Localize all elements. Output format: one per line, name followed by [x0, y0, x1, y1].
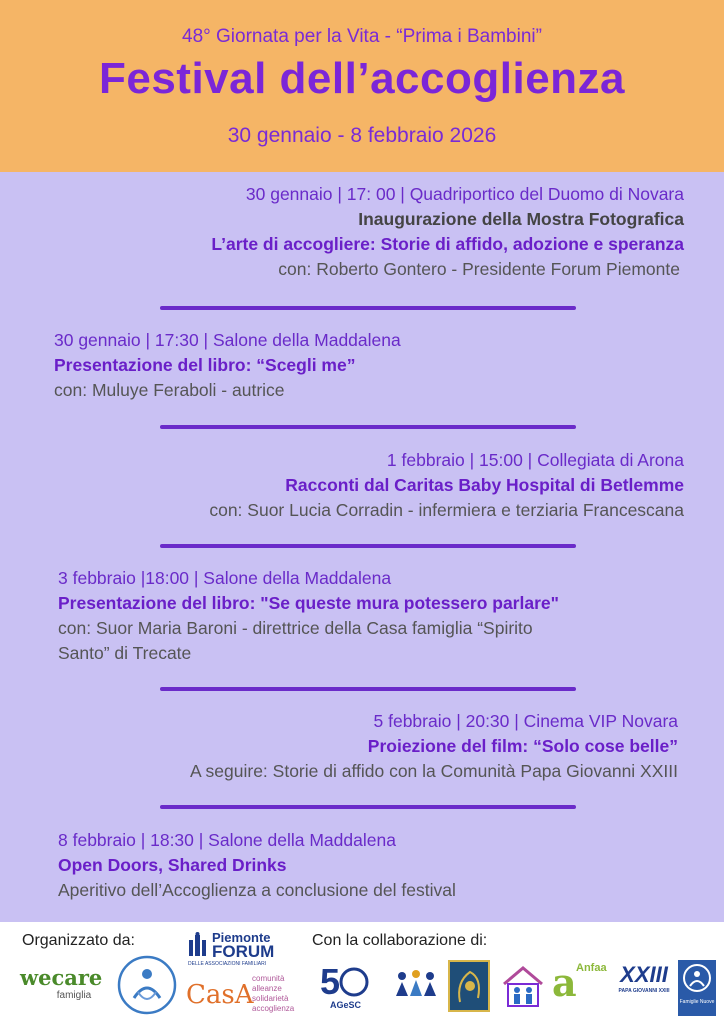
divider [160, 687, 576, 691]
event-6-when: 8 febbraio | 18:30 | Salone della Maddalena [58, 830, 396, 850]
famiglie-logo-text: Famiglie Nuove [679, 999, 715, 1005]
divider [160, 425, 576, 429]
event-2-guest: con: Muluye Feraboli - autrice [54, 380, 285, 400]
xxiii-logo-sub: PAPA GIOVANNI XXIII [618, 988, 670, 994]
event-4-when: 3 febbraio |18:00 | Salone della Maddalena [58, 568, 392, 588]
caritas-logo [392, 966, 440, 1011]
event-subtitle: 48° Giornata per la Vita - “Prima i Bambini” [182, 26, 542, 47]
wecare-logo [20, 962, 103, 1012]
forum-piemonte-logo [188, 928, 288, 970]
casa-tag-4: accoglienza [252, 1004, 295, 1013]
forum-main-text: FORUM [212, 942, 275, 961]
event-4 [58, 566, 698, 666]
event-1-guest: con: Roberto Gontero - Presidente Forum Piemonte [278, 259, 680, 279]
organized-by-label: Organizzato da: [22, 932, 135, 949]
papa-giovanni-logo [616, 962, 672, 1014]
agesc-logo [314, 958, 376, 1018]
house-family-logo [500, 962, 546, 1017]
event-1-when: 30 gennaio | 17: 00 | Quadriportico del Duomo di Novara [245, 184, 684, 204]
event-2-when: 30 gennaio | 17:30 | Salone della Maddalena [54, 330, 401, 350]
event-1-title: Inaugurazione della Mostra Fotografica [358, 209, 684, 229]
event-3-title: Racconti dal Caritas Baby Hospital di Betlemme [285, 475, 684, 495]
event-6-description: Aperitivo dell’Accoglienza a conclusione del festival [58, 880, 456, 900]
diocese-family-logo [116, 954, 178, 1021]
famiglie-circle-icon [680, 960, 714, 994]
casa-tag-1: comunità [252, 974, 285, 983]
event-3-when: 1 febbraio | 15:00 | Collegiata di Arona [386, 450, 684, 470]
anfaa-mark-icon: a [552, 960, 577, 1005]
event-6-title: Open Doors, Shared Drinks [58, 855, 287, 875]
divider [160, 306, 576, 310]
xxiii-logo-text: XXIII [620, 962, 668, 987]
event-1-subtitle: L’arte di accogliere: Storie di affido, adozione e speranza [211, 234, 684, 254]
casa-logo-text: CasA [186, 980, 254, 1010]
event-5-when: 5 febbraio | 20:30 | Cinema VIP Novara [373, 711, 678, 731]
casa-logo [186, 974, 302, 1020]
event-5 [38, 709, 678, 784]
forum-sub-text: DELLE ASSOCIAZIONI FAMILIARI [188, 961, 267, 967]
footer [0, 922, 724, 1024]
house-icon [500, 962, 546, 1012]
family-circle-icon [116, 954, 178, 1016]
event-3 [44, 448, 684, 523]
divider [160, 805, 576, 809]
event-4-title: Presentazione del libro: "Se queste mura potessero parlare" [58, 593, 559, 613]
header-banner [0, 0, 724, 172]
anfaa-logo-text: Anfaa [576, 962, 607, 974]
casa-tag-2: alleanze [252, 984, 282, 993]
event-5-title: Proiezione del film: “Solo cose belle” [367, 736, 678, 756]
agesc-50-icon [314, 958, 370, 1004]
event-4-guest-cont: Santo” di Trecate [58, 643, 192, 663]
wecare-logo-sub: famiglia [56, 990, 92, 1001]
forum-people-icon [188, 932, 208, 958]
festival-dates: 30 gennaio - 8 febbraio 2026 [227, 124, 497, 147]
divider [160, 544, 576, 548]
agesc-logo-text: AGeSC [330, 1000, 362, 1010]
casa-logo-tagline [252, 974, 294, 1014]
mother-child-icon [450, 962, 488, 1010]
collaboration-label: Con la collaborazione di: [312, 932, 488, 949]
anfaa-logo [552, 960, 612, 1018]
festival-title: Festival dell’accoglienza [98, 54, 626, 103]
event-6 [58, 828, 698, 903]
event-1 [64, 182, 684, 282]
event-2-title: Presentazione del libro: “Scegli me” [54, 355, 356, 375]
event-4-guest: con: Suor Maria Baroni - direttrice della Casa famiglia “Spirito [58, 618, 533, 638]
event-2 [54, 328, 674, 403]
event-5-guest: A seguire: Storie di affido con la Comunità Papa Giovanni XXIII [189, 761, 678, 781]
forum-top-text: Piemonte [212, 930, 271, 945]
mother-child-logo [448, 960, 490, 1012]
svg-text:5: 5 [320, 961, 341, 1002]
event-3-guest: con: Suor Lucia Corradin - infermiera e terziaria Francescana [209, 500, 684, 520]
casa-tag-3: solidarietà [252, 994, 289, 1003]
people-group-icon [392, 966, 440, 1006]
wecare-logo-text: wecare [20, 965, 103, 990]
famiglie-nuove-logo [678, 960, 716, 1016]
